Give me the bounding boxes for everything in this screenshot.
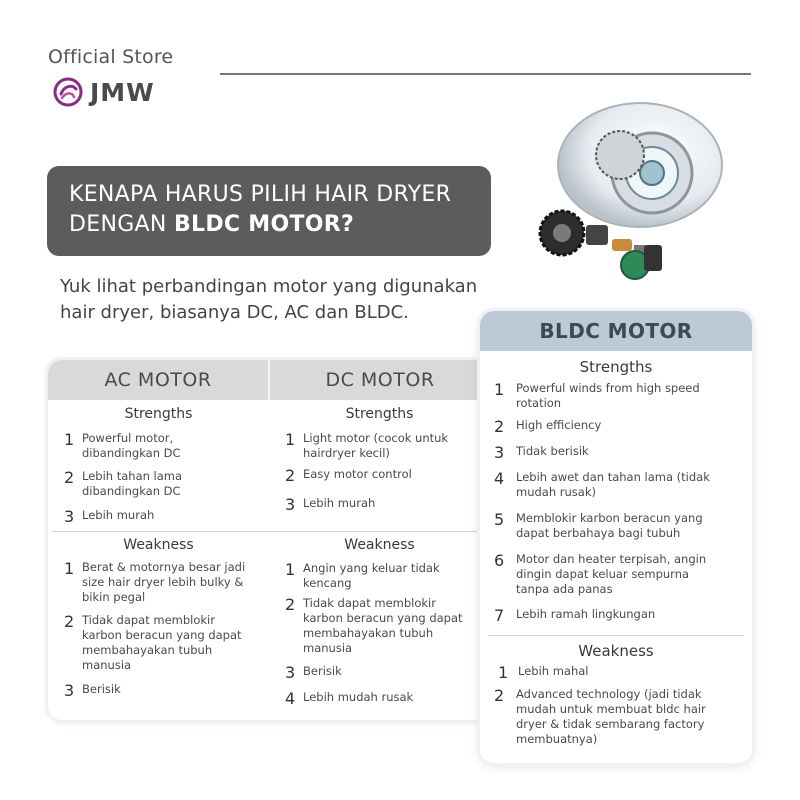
list-item: 3 Berisik (64, 681, 121, 700)
ac-motor-column (48, 400, 269, 720)
ac-strengths-title: Strengths (124, 406, 193, 422)
dc-weakness-title: Weakness (344, 537, 415, 553)
list-item: 6 Motor dan heater terpisah, angin dingin dapat keluar sempurna tanpa ada panas (494, 551, 707, 596)
headline-line-2: DENGAN BLDC MOTOR? (69, 212, 355, 237)
list-item: 1 Angin yang keluar tidak kencang (285, 560, 440, 590)
list-item: 2 Lebih tahan lama dibandingkan DC (64, 468, 183, 498)
official-store-label: Official Store (48, 46, 174, 68)
bldc-motor-illustration (520, 95, 730, 305)
bldc-weakness-title: Weakness (578, 642, 654, 660)
list-item: 2 Easy motor control (285, 466, 412, 485)
list-item: 2 Tidak dapat memblokir karbon beracun yang dapat membahayakan tubuh manusia (285, 595, 463, 655)
dc-strengths-title: Strengths (345, 406, 414, 422)
list-item: 1 Lebih mahal (498, 663, 589, 682)
list-item: 1 Light motor (cocok untuk hairdryer kecil) (285, 430, 449, 460)
jmw-logo-icon (52, 76, 84, 108)
ac-motor-header: AC MOTOR (48, 360, 270, 400)
intro-text: Yuk lihat perbandingan motor yang digunakan hair dryer, biasanya DC, AC dan BLDC. (60, 276, 478, 323)
bldc-motor-header: BLDC MOTOR (480, 311, 752, 351)
headline-banner (47, 166, 491, 256)
list-item: 2 Tidak dapat memblokir karbon beracun yang dapat membahayakan tubuh manusia (64, 612, 242, 672)
list-item: 1 Berat & motornya besar jadi size hair dryer lebih bulky & bikin pegal (64, 559, 246, 604)
header-divider (220, 73, 751, 75)
bldc-divider (488, 635, 744, 636)
dc-motor-column (269, 400, 490, 720)
list-item: 1 Powerful motor, dibandingkan DC (64, 430, 181, 460)
list-item: 3 Tidak berisik (494, 443, 589, 462)
brand-logo-group[interactable] (52, 76, 155, 108)
bldc-strengths-title: Strengths (579, 358, 653, 376)
brand-name: JMW (90, 77, 155, 107)
headline-emphasis: BLDC MOTOR? (173, 212, 355, 237)
ac-weakness-title: Weakness (123, 537, 194, 553)
list-item: 3 Lebih murah (285, 495, 376, 514)
list-item: 3 Berisik (285, 663, 342, 682)
list-item: 2 High efficiency (494, 417, 602, 436)
list-item: 2 Advanced technology (jadi tidak mudah untuk membuat bldc hair dryer & tidak sembarang factory membuatnya) (494, 686, 706, 746)
dc-motor-header: DC MOTOR (270, 360, 490, 400)
list-item: 7 Lebih ramah lingkungan (494, 606, 656, 625)
list-item: 4 Lebih awet dan tahan lama (tidak mudah rusak) (494, 469, 710, 499)
list-item: 5 Memblokir karbon beracun yang dapat berbahaya bagi tubuh (494, 510, 703, 540)
list-item: 4 Lebih mudah rusak (285, 689, 414, 708)
list-item: 3 Lebih murah (64, 507, 155, 526)
ac-dc-comparison-card (48, 360, 490, 720)
list-item: 1 Powerful winds from high speed rotation (494, 380, 700, 410)
headline-line-1: KENAPA HARUS PILIH HAIR DRYER (69, 182, 452, 207)
bldc-motor-card (480, 311, 752, 763)
